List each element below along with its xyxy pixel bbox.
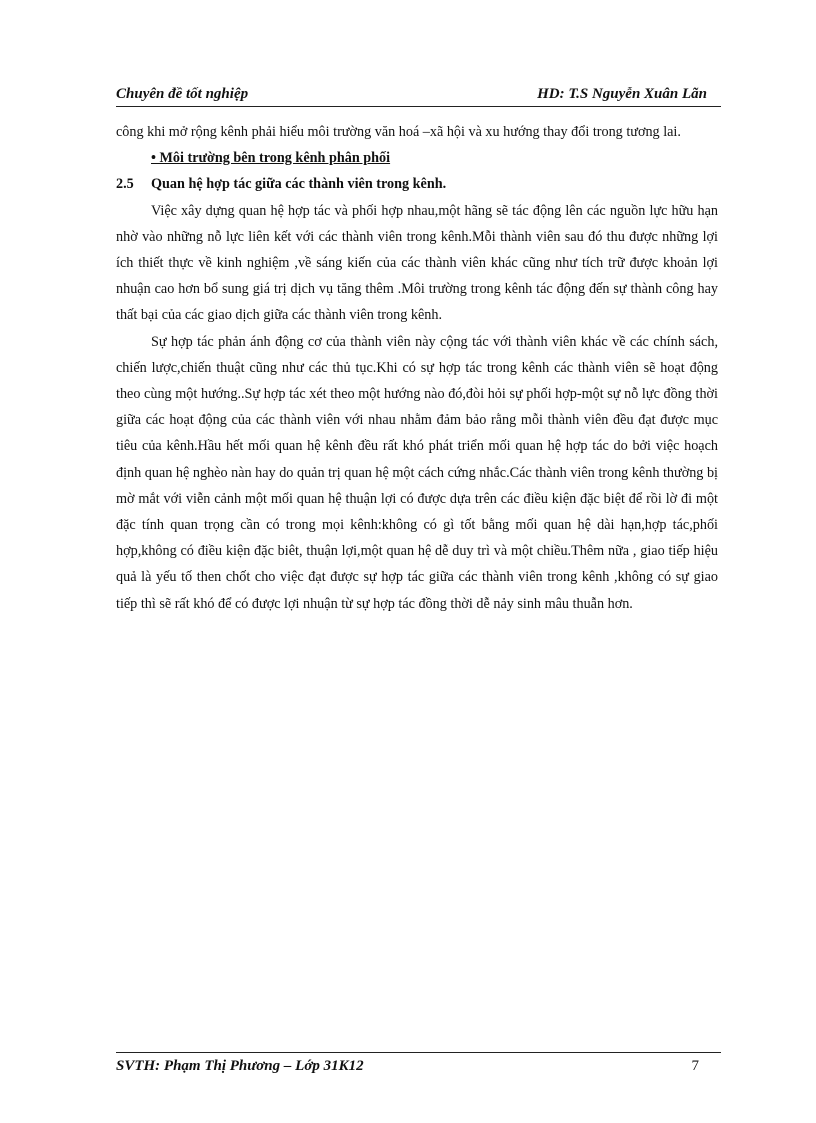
bullet-heading — [116, 145, 718, 171]
page-body — [116, 119, 718, 617]
page-number: 7 — [691, 1058, 699, 1074]
paragraph: Sự hợp tác phản ánh động cơ của thành viên này cộng tác với thành viên khác về các chính sách, chiến lược,chiến thuật cũng như các thủ tục.Khi có sự hợp tác trong kênh các thành viên sẽ hoạt động theo cùng một hướng..Sự hợp tác xét theo một hướng nào đó,đòi hỏi sự phối hợp-một sự nỗ lực đồng thời giữa các hoạt động của các thành viên với nhau nhằm đảm bảo rằng mỗi thành viên đều đạt được mục tiêu của kênh.Hầu hết mối quan hệ kênh đều rất khó phát triển mối quan hệ hợp tác do bởi việc hoạch định quan hệ nghèo nàn hay do quản trị quan hệ một cách cứng nhắc.Các thành viên trong kênh thường bị mờ mắt với viễn cảnh một mối quan hệ thuận lợi có được dựa trên các điều kiện đặc biệt để rồi lờ đi một đặc tính quan trọng cần có trong mọi kênh:không có gì tốt bằng mối quan hệ dài hạn,hợp tác,phối hợp,không có điều kiện đặc biêt, thuận lợi,một quan hệ dễ duy trì và một chiều.Thêm nữa , giao tiếp hiệu quả là yếu tố then chốt cho việc đạt được sự hợp tác giữa các thành viên trong kênh ,không có sự giao tiếp thì sẽ rất khó để có được lợi nhuận từ sự hợp tác đồng thời dễ nảy sinh mâu thuẫn hơn. — [116, 333, 718, 612]
footer-author: SVTH: Phạm Thị Phương – Lớp 31K12 — [116, 1058, 364, 1074]
page-header — [116, 84, 721, 107]
paragraph: Việc xây dựng quan hệ hợp tác và phối hợp nhau,một hãng sẽ tác động lên các nguồn lực hữu hạn nhờ vào những nỗ lực liên kết với các thành viên trong kênh.Mỗi thành viên sau đó thu được những lợi ích thiết thực về kinh nghiệm ,về sáng kiến của các thành viên khác cũng như tích trữ được khoản lợi nhuận cao hơn bổ sung giá trị dịch vụ tăng thêm .Môi trường trong kênh tác động đến sự thành công hay thất bại của các giao dịch giữa các thành viên trong kênh. — [116, 202, 718, 324]
bullet-heading-text: • Môi trường bên trong kênh phân phối — [151, 150, 391, 167]
header-title: Chuyên đề tốt nghiệp — [116, 86, 249, 102]
paragraph-continuation: công khi mở rộng kênh phải hiểu môi trường văn hoá –xã hội và xu hướng thay đổi trong tương lai. — [116, 124, 681, 140]
section-number: 2.5 — [116, 176, 134, 193]
header-advisor: HD: T.S Nguyễn Xuân Lãn — [537, 86, 707, 102]
section-heading — [116, 171, 718, 197]
page-footer — [116, 1052, 721, 1079]
section-title: Quan hệ hợp tác giữa các thành viên trong kênh. — [151, 176, 447, 193]
